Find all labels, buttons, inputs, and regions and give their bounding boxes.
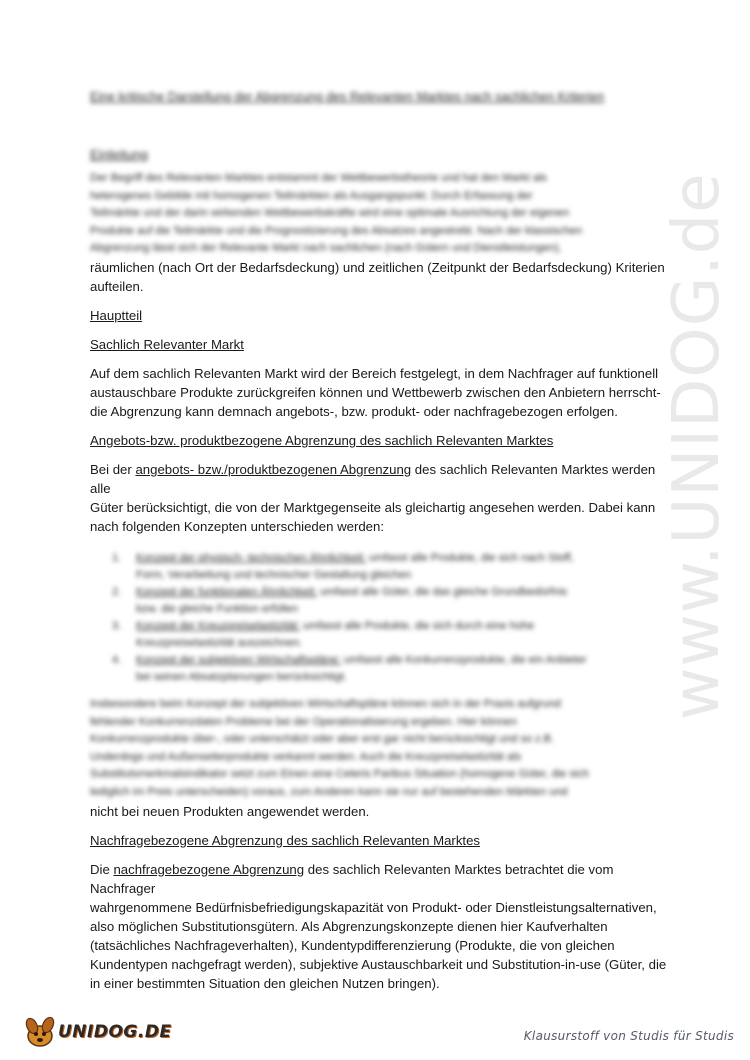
list-item: 2. Konzept der funktionalen Ähnlichkeit: umfasst alle Güter, die das gleiche Grundbedürfnis bzw. die gleiche Funktion erfüllen bbox=[136, 584, 668, 618]
footer-tagline: Klausurstoff von Studis für Studis bbox=[523, 1029, 734, 1043]
text-line: austauschbare Produkte zurückgreifen können und Wettbewerb zwischen den Anbietern herrscht- bbox=[90, 384, 661, 400]
text-line: lediglich im Preis unterscheiden) voraus, zum Anderen kann sie nur auf bestehenden Märkten und bbox=[90, 785, 568, 798]
text-span: des sachlich Relevanten Marktes betrachtet die vom Nachfrager bbox=[90, 861, 614, 896]
list-item: 4. Konzept der subjektiven Wirtschaftspläne: umfasst alle Konkurrenzprodukte, die ein Anbieter bei seinen Absatzplanungen berücksichtigt. bbox=[136, 652, 668, 686]
list-text: umfasst alle Konkurrenzprodukte, die ein Anbieter bbox=[340, 653, 587, 666]
document-body bbox=[90, 88, 668, 993]
document-title: Eine kritische Darstellung der Abgrenzung des Relevanten Marktes nach sachlichen Kriterien bbox=[90, 90, 605, 104]
unidog-logo bbox=[22, 1014, 172, 1050]
text-line: nicht bei neuen Produkten angewendet werden. bbox=[90, 803, 370, 819]
list-text: bzw. die gleiche Funktion erfüllen bbox=[136, 602, 299, 615]
concept-list bbox=[90, 550, 668, 686]
watermark: www.UNIDOG.de bbox=[660, 172, 734, 720]
list-text: Form, Verarbeitung und technischer Gestaltung gleichen bbox=[136, 568, 412, 581]
text-line: wahrgenommene Bedürfnisbefriedigungskapazität von Produkt- oder Dienstleistungsalternativen, bbox=[90, 899, 657, 915]
list-text: umfasst alle Produkte, die sich durch eine hohe bbox=[299, 619, 535, 632]
text-line: Teilmärkte und der darin wirkenden Wettbewerbskräfte wird eine optimale Ausrichtung der eigenen bbox=[90, 207, 570, 220]
text-line: (tatsächliches Nachfrageverhalten), Kundentypdifferenzierung (Produkte, die von gleichen bbox=[90, 937, 615, 953]
text-line: Insbesondere beim Konzept der subjektiven Wirtschaftspläne können sich in der Praxis aufgrund bbox=[90, 697, 561, 710]
text-line: Kundentypen nachgefragt werden), subjektive Austauschbarkeit und Substitution-in-use (Güter, die bbox=[90, 956, 667, 972]
text-line: räumlichen (nach Ort der Bedarfsdeckung) und zeitlichen (Zeitpunkt der Bedarfsdeckung) Kriterien bbox=[90, 259, 665, 275]
demand-paragraph bbox=[90, 860, 668, 993]
text-line: Konkurrenzprodukte über-, oder unterschätzt oder aber erst gar nicht berücksichtigt und so z.B. bbox=[90, 733, 555, 746]
text-line: nach folgenden Konzepten unterschieden werden: bbox=[90, 518, 385, 534]
list-text: umfasst alle Produkte, die sich nach Stoff, bbox=[365, 551, 574, 564]
text-line: die Abgrenzung kann demnach angebots-, bzw. produkt- oder nachfragebezogen erfolgen. bbox=[90, 403, 618, 419]
supply-blurred-paragraph bbox=[90, 696, 668, 802]
subsection-heading-demand: Nachfragebezogene Abgrenzung des sachlich Relevanten Marktes bbox=[90, 832, 481, 848]
text-line: in einer bestimmten Situation den gleichen Nutzen bringen). bbox=[90, 975, 440, 991]
list-text: bei seinen Absatzplanungen berücksichtigt. bbox=[136, 670, 347, 683]
text-span: des sachlich Relevanten Marktes werden alle bbox=[90, 461, 656, 496]
text-line: fehlender Konkurrenzdaten Probleme bei der Operationalisierung ergeben. Hier können bbox=[90, 715, 517, 728]
intro-blurred-paragraph bbox=[90, 170, 668, 258]
logo-text: UNIDOG.DE bbox=[58, 1022, 172, 1042]
text-span: Bei der bbox=[90, 461, 136, 477]
text-line: heterogenes Gebilde mit homogenen Teilmärkten als Ausgangspunkt. Durch Erfassung der bbox=[90, 189, 533, 202]
section-heading-intro: Einleitung bbox=[90, 147, 148, 162]
text-line: Underdogs und Außenseiterprodukte verkannt werden. Auch die Kreuzpreiselastizität als bbox=[90, 750, 522, 763]
subsection-heading-supply: Angebots-bzw. produktbezogene Abgrenzung des sachlich Relevanten Marktes bbox=[90, 432, 554, 448]
list-item: 3. Konzept der Kreuzpreiselastizität: umfasst alle Produkte, die sich durch eine hohe Kreuzpreiselastizität auszeichnen. bbox=[136, 618, 668, 652]
text-span: Die bbox=[90, 861, 114, 877]
supply-paragraph bbox=[90, 460, 668, 536]
list-item: 1. Konzept der physisch- technischen Ähnlichkeit: umfasst alle Produkte, die sich nach Stoff, Form, Verarbeitung und technischer Gestaltung gleichen bbox=[136, 550, 668, 584]
text-line: Auf dem sachlich Relevanten Markt wird der Bereich festgelegt, in dem Nachfrager auf funktionell bbox=[90, 365, 659, 381]
text-line: Produkte auf die Teilmärkte und die Prognostizierung des Absatzes angestrebt. Nach der klassischen bbox=[90, 224, 583, 237]
text-line: Güter berücksichtigt, die von der Marktgegenseite als gleichartig angesehen werden. Dabei kann bbox=[90, 499, 656, 515]
list-text: Kreuzpreiselastizität auszeichnen. bbox=[136, 636, 303, 649]
list-term: Konzept der funktionalen Ähnlichkeit: bbox=[136, 585, 318, 598]
dog-icon bbox=[22, 1014, 62, 1050]
section-heading-main: Hauptteil bbox=[90, 307, 143, 323]
subsection-heading-market: Sachlich Relevanter Markt bbox=[90, 336, 244, 352]
demand-term-link: nachfragebezogene Abgrenzung bbox=[113, 861, 305, 877]
text-line bbox=[90, 860, 668, 898]
text-line bbox=[90, 460, 668, 498]
market-paragraph bbox=[90, 364, 668, 421]
list-text: umfasst alle Güter, die das gleiche Grundbedürfnis bbox=[317, 585, 568, 598]
text-line: Substitutsmerkmalsindikator setzt zum Einen eine Ceteris Paribus Situation (homogene Güter, die sich bbox=[90, 768, 589, 781]
list-term: Konzept der physisch- technischen Ähnlichkeit: bbox=[136, 551, 366, 564]
intro-visible-paragraph bbox=[90, 258, 668, 296]
text-line: Der Begriff des Relevanten Marktes entstammt der Wettbewerbstheorie und hat den Markt als bbox=[90, 172, 547, 184]
list-term: Konzept der Kreuzpreiselastizität: bbox=[136, 619, 300, 632]
text-line: Abgrenzung lässt sich der Relevante Markt nach sachlichen (nach Gütern und Dienstleistungen), bbox=[90, 242, 562, 255]
text-line: also möglichen Substitutionsgütern. Als Abgrenzungskonzepte dienen hier Kaufverhalten bbox=[90, 918, 608, 934]
list-term: Konzept der subjektiven Wirtschaftspläne: bbox=[136, 653, 341, 666]
supply-term-link: angebots- bzw./produktbezogenen Abgrenzung bbox=[135, 461, 412, 477]
text-line: aufteilen. bbox=[90, 278, 144, 294]
